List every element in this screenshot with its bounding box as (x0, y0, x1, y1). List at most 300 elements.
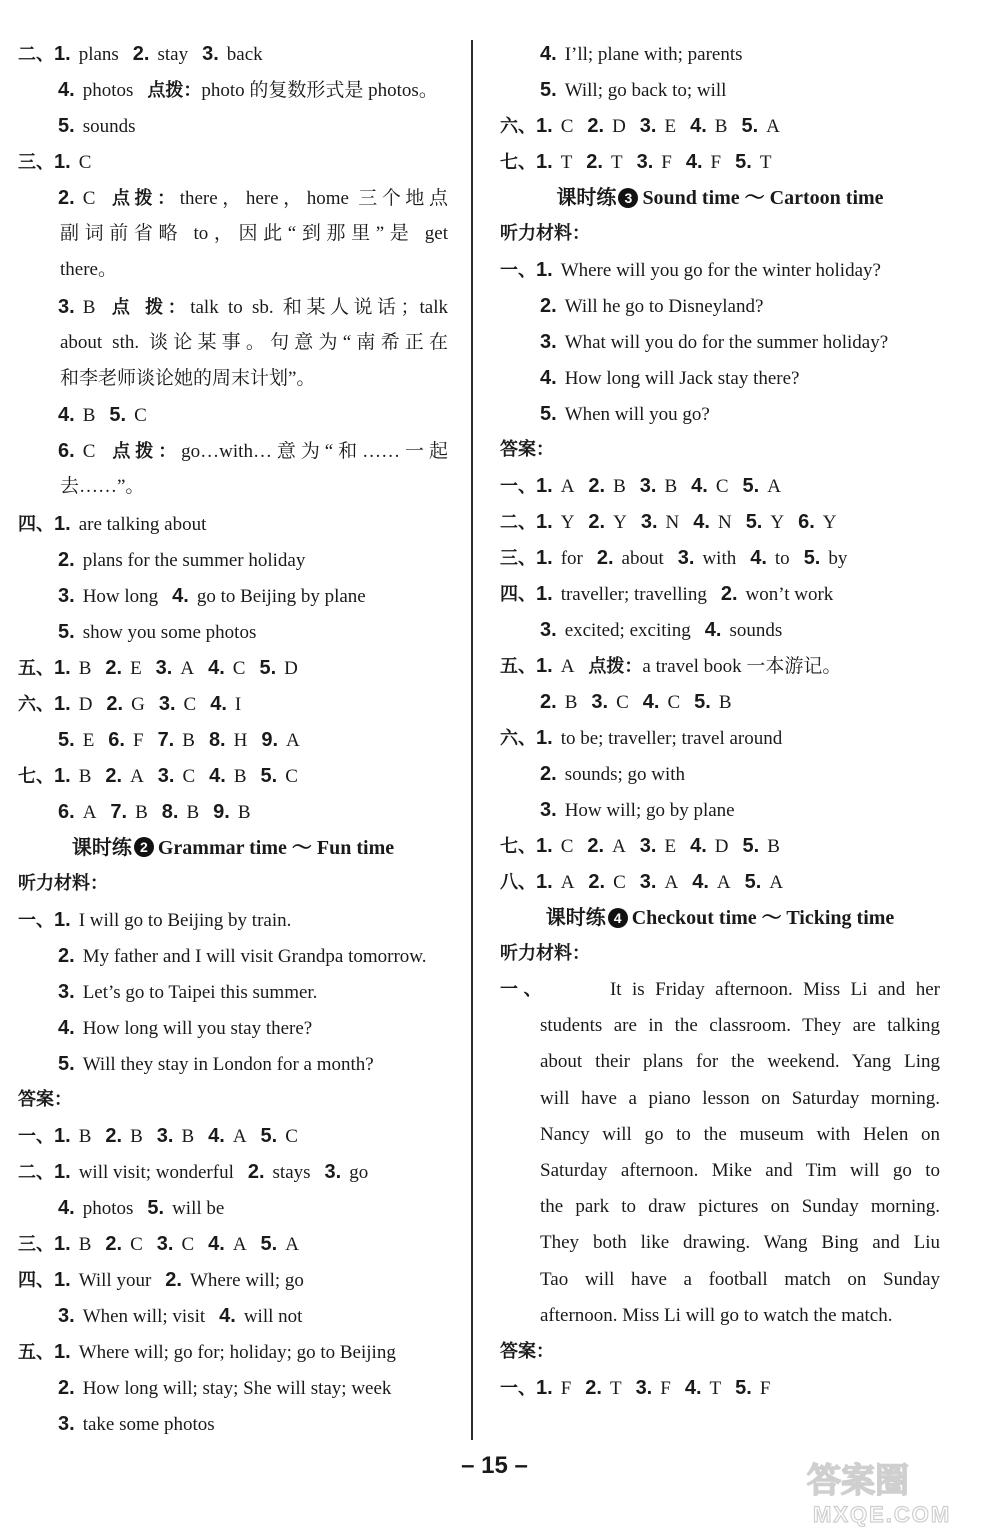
section-number: 一、 (18, 909, 54, 931)
answer-item (162, 802, 199, 823)
explanation-text: photo 的复数形式是 photos。 (201, 80, 438, 101)
answer-text: Let’s go to Taipei this summer. (82, 981, 318, 1003)
answer-item (587, 116, 625, 137)
answer-text: I will go to Beijing by train. (78, 909, 292, 931)
section-label-text: 答案： (500, 439, 554, 460)
section-number: 一、 (500, 476, 536, 497)
answer-text: What will you do for the summer holiday? (564, 332, 889, 353)
question-number: 5. (58, 620, 75, 643)
lesson-heading-title: Sound time ～ Cartoon time (642, 187, 884, 209)
answer-item (58, 550, 305, 571)
answer-item (261, 730, 299, 751)
answer-text: C (183, 693, 197, 715)
answer-item (325, 1162, 369, 1183)
paragraph-line (500, 1298, 940, 1334)
answer-text: go (349, 1161, 369, 1183)
answer-item (54, 1342, 396, 1363)
answer-item (156, 658, 194, 679)
answer-text: A (664, 872, 679, 893)
answer-text: stay (157, 44, 189, 65)
question-number: 2. (58, 548, 75, 571)
question-number: 5. (540, 403, 557, 425)
answer-item (746, 512, 784, 533)
section-label-text: 答案： (500, 1340, 554, 1362)
answer-text: stays (272, 1161, 311, 1183)
answer-text: B (78, 1233, 92, 1255)
answer-text: about (621, 548, 664, 569)
answer-item (213, 802, 250, 823)
section-label-text: 听力材料： (18, 872, 108, 894)
question-number: 4. (58, 1196, 75, 1219)
section-number: 七、 (500, 836, 536, 857)
answer-item (58, 1306, 205, 1327)
answer-text: A (82, 801, 97, 823)
question-number: 4. (210, 692, 227, 715)
question-number: 5. (735, 1376, 752, 1399)
answer-text: T (560, 152, 573, 173)
answer-text: to (774, 548, 790, 569)
answer-text: C (285, 1125, 298, 1147)
paragraph-line (500, 1225, 940, 1261)
answer-item (58, 1378, 391, 1399)
question-number: 3. (155, 656, 173, 679)
answer-line (18, 1298, 448, 1334)
question-number: 1. (54, 764, 71, 787)
answer-item (54, 694, 92, 715)
answer-item (172, 586, 366, 607)
answer-line (18, 506, 448, 542)
question-number: 2. (105, 764, 123, 787)
question-number: 5. (260, 1232, 278, 1255)
question-number: 7. (110, 800, 128, 823)
answer-text: C (715, 476, 729, 497)
answer-item (54, 910, 291, 931)
answer-item (54, 658, 91, 679)
answer-line (500, 144, 940, 180)
answer-text: Y (770, 512, 785, 533)
answer-line (18, 108, 448, 144)
answer-line (18, 1154, 448, 1190)
paragraph-line (500, 1044, 940, 1080)
section-number: 五、 (18, 1341, 54, 1363)
answer-line (500, 648, 940, 684)
answer-text: When will; visit (82, 1305, 206, 1327)
question-number: 5. (735, 151, 752, 173)
answer-text: traveller; travelling (560, 584, 707, 605)
explanation-text: Saturday afternoon. Mike and Tim will go to (540, 1159, 940, 1181)
paragraph-line (500, 1153, 940, 1189)
answer-text: A (232, 1233, 247, 1255)
answer-item (585, 1378, 621, 1399)
paragraph-line (18, 216, 448, 252)
question-number: 2. (165, 1268, 182, 1291)
answer-line (18, 1226, 448, 1262)
answer-item (58, 1018, 312, 1039)
answer-item (693, 512, 731, 533)
answer-item (209, 730, 247, 751)
answer-line (500, 792, 940, 828)
section-number: 四、 (500, 584, 536, 605)
question-number: 5. (745, 511, 763, 533)
answer-text: T (759, 152, 772, 173)
answer-item (597, 548, 664, 569)
question-number: 4. (58, 1016, 75, 1039)
section-number: 一、 (500, 260, 536, 281)
answer-text: When will you go? (564, 404, 710, 425)
answer-text: B (714, 116, 728, 137)
answer-line (500, 288, 940, 324)
answer-item (202, 44, 263, 65)
answer-item (690, 116, 727, 137)
lesson-heading-prefix: 课时练 (71, 836, 132, 859)
answer-text: B (82, 405, 96, 427)
question-number: 4. (690, 115, 707, 137)
question-number: 3. (58, 1412, 75, 1435)
question-number: 4. (692, 871, 709, 893)
answer-text: to be; traveller; travel around (560, 728, 783, 749)
answer-text: A (766, 116, 780, 137)
watermark-logo (801, 1452, 971, 1528)
question-number: 4. (208, 1232, 225, 1255)
section-number: 三、 (18, 152, 54, 173)
answer-text: A (285, 1233, 299, 1255)
question-number: 3. (677, 547, 695, 569)
answer-text: C (82, 441, 96, 463)
answer-text: Where will; go (189, 1269, 304, 1291)
lesson-heading (500, 180, 940, 216)
answer-item (640, 476, 677, 497)
answer-item (536, 548, 583, 569)
answer-item (110, 802, 147, 823)
question-number: 1. (54, 151, 71, 173)
answer-line (500, 756, 940, 792)
answer-text: won’t work (745, 584, 834, 605)
answer-text: Will your (78, 1269, 152, 1291)
answer-item (58, 1054, 374, 1075)
answer-item (750, 548, 789, 569)
answer-item (536, 260, 881, 281)
question-number: 3. (156, 1124, 174, 1147)
answer-item (745, 872, 783, 893)
answer-text: back (226, 44, 263, 65)
question-number: 1. (536, 655, 553, 677)
section-number: 六、 (500, 728, 536, 749)
answer-item (691, 476, 728, 497)
question-number: 2. (588, 511, 606, 533)
explanation-text: afternoon. Miss Li will go to watch the match. (540, 1304, 893, 1326)
section-number: 一、 (500, 979, 548, 1000)
answer-item (735, 152, 771, 173)
section-label (18, 1082, 448, 1118)
answer-item (536, 872, 574, 893)
question-number: 1. (54, 908, 71, 931)
question-number: 4. (750, 547, 767, 569)
answer-line (18, 1010, 448, 1046)
answer-line (500, 360, 940, 396)
answer-text: Where will you go for the winter holiday? (560, 260, 881, 281)
answer-text: with (702, 548, 737, 569)
paragraph-line (500, 1081, 940, 1117)
answer-item (54, 44, 119, 65)
answer-item (58, 586, 158, 607)
answer-text: A (286, 729, 300, 751)
answer-text: go to Beijing by plane (196, 585, 366, 607)
answer-line (18, 758, 448, 794)
answer-item (536, 728, 782, 749)
question-number: 2. (105, 656, 123, 679)
question-number: 5. (803, 547, 821, 569)
answer-item (157, 1234, 194, 1255)
question-number: 2. (58, 1376, 75, 1399)
answer-text: A (180, 657, 195, 679)
answer-item (536, 836, 573, 857)
answer-item (641, 512, 679, 533)
question-number: 3. (639, 871, 657, 893)
section-number: 六、 (500, 116, 536, 137)
paragraph-line (500, 1262, 940, 1298)
answer-line (500, 504, 940, 540)
question-number: 1. (536, 151, 553, 173)
answer-text: D (284, 657, 298, 679)
answer-text: F (661, 152, 672, 173)
answer-text: by (828, 548, 848, 569)
question-number: 1. (536, 835, 553, 857)
answer-item (536, 1378, 571, 1399)
answer-line (18, 1262, 448, 1298)
question-number: 3. (58, 1304, 75, 1327)
answer-line (500, 612, 940, 648)
answer-text: A (130, 765, 144, 787)
answer-text: E (664, 836, 677, 857)
answer-item (58, 1414, 215, 1435)
column-divider (471, 40, 473, 1440)
answer-text: D (714, 836, 729, 857)
answer-item (690, 836, 728, 857)
question-number: 4. (684, 1376, 702, 1399)
answer-line (18, 902, 448, 938)
question-number: 3. (540, 799, 557, 821)
answer-item (588, 512, 626, 533)
answer-line (18, 144, 448, 180)
answer-text: will not (243, 1305, 303, 1327)
answer-item (636, 1378, 671, 1399)
question-number: 1. (536, 871, 553, 893)
page-number: – 15 – (461, 1452, 528, 1479)
explanation-text: there。 (60, 259, 117, 281)
answer-text: for (560, 548, 583, 569)
answer-item (798, 512, 836, 533)
answer-item (109, 405, 146, 426)
question-number: 4. (58, 404, 75, 427)
question-number: 2. (720, 583, 738, 605)
answer-text: B (564, 692, 578, 713)
question-number: 1. (536, 115, 553, 137)
section-number: 四、 (18, 1269, 54, 1291)
question-number: 3. (158, 692, 176, 715)
question-number: 1. (54, 1340, 71, 1363)
answer-item (588, 476, 625, 497)
question-number: 2. (58, 187, 75, 209)
question-number: 5. (260, 1124, 278, 1147)
question-number: 5. (742, 475, 760, 497)
question-number: 3. (156, 1232, 174, 1255)
lesson-heading-title: Checkout time ～ Ticking time (631, 907, 895, 929)
answer-text: A (716, 872, 731, 893)
question-number: 5. (58, 1052, 75, 1075)
question-number: 1. (54, 656, 71, 679)
question-number: 2. (106, 692, 124, 715)
answer-text: B (181, 1125, 195, 1147)
question-number: 1. (536, 583, 553, 605)
watermark-url: MXQE.COM (813, 1502, 952, 1527)
explanation-text: It is Friday afternoon. Miss Li and her (547, 979, 940, 1000)
question-number: 4. (208, 1124, 225, 1147)
answer-item (58, 116, 135, 137)
answer-item (248, 1162, 311, 1183)
answer-text: Will; go back to; will (564, 80, 727, 101)
question-number: 5. (540, 79, 557, 101)
answer-item (540, 332, 888, 353)
answer-line (500, 540, 940, 576)
section-label (18, 866, 448, 902)
answer-text: B (186, 801, 200, 823)
answer-text: N (717, 512, 732, 533)
answer-item (536, 656, 574, 677)
answer-text: N (665, 512, 680, 533)
answer-line (500, 396, 940, 432)
explanation-text: a travel book 一本游记。 (642, 656, 842, 677)
section-number: 五、 (500, 656, 536, 677)
question-number: 3. (157, 764, 175, 787)
question-number: 1. (536, 259, 553, 281)
question-number: 4. (540, 367, 557, 389)
section-number: 八、 (500, 872, 536, 893)
question-number: 1. (536, 475, 553, 497)
answer-item (58, 622, 256, 643)
question-number: 9. (213, 800, 230, 823)
question-number: 2. (588, 871, 606, 893)
section-number: 一、 (500, 1377, 536, 1399)
answer-item (536, 476, 574, 497)
answer-text: B (718, 692, 732, 713)
question-number: 3. (58, 584, 75, 607)
paragraph-line (18, 433, 448, 469)
right-column (500, 36, 940, 1406)
answer-text: F (560, 1377, 572, 1399)
answer-text: How long will you stay there? (82, 1017, 313, 1039)
question-number: 4. (690, 835, 707, 857)
answer-text: C (82, 188, 96, 209)
question-number: 3. (635, 1376, 653, 1399)
answer-text: sounds (729, 620, 783, 641)
hint-label: 点拨： (588, 656, 643, 677)
answer-item (735, 1378, 770, 1399)
question-number: 8. (161, 800, 179, 823)
answer-text: B (135, 801, 148, 823)
paragraph-line (18, 361, 448, 397)
answer-item (686, 152, 721, 173)
section-label (500, 936, 940, 972)
explanation-text: 和李老师谈论她的周末计划”。 (60, 367, 316, 389)
question-number: 2. (586, 151, 603, 173)
answer-item (536, 584, 707, 605)
answer-text: sounds; go with (564, 764, 686, 785)
answer-text: F (759, 1377, 771, 1399)
answer-line (500, 72, 940, 108)
answer-item (105, 658, 141, 679)
answer-text: T (609, 1377, 622, 1399)
hint-label: 点 拨： (107, 296, 191, 318)
answer-text: C (560, 836, 574, 857)
section-number: 五、 (18, 657, 54, 679)
answer-text: C (182, 765, 196, 787)
section-number: 三、 (18, 1233, 54, 1255)
question-number: 1. (54, 1160, 71, 1183)
answer-item (58, 80, 133, 101)
answer-text: B (78, 765, 92, 787)
answer-text: A (612, 836, 626, 857)
answer-item (540, 620, 691, 641)
answer-text: G (131, 693, 145, 715)
question-number: 3. (640, 511, 658, 533)
question-number: 4. (58, 79, 75, 101)
explanation-text: 去……”。 (60, 476, 145, 498)
question-number: 2. (587, 115, 605, 137)
answer-text: C (613, 872, 626, 893)
answer-item (640, 872, 678, 893)
question-number: 4. (540, 43, 557, 65)
question-number: 3. (58, 980, 75, 1003)
question-number: 9. (261, 728, 279, 751)
question-number: 3. (639, 115, 657, 137)
question-number: 5. (260, 764, 278, 787)
section-label (500, 216, 940, 252)
answer-text: How long will Jack stay there? (564, 368, 800, 389)
answer-line (500, 252, 940, 288)
lesson-heading (500, 900, 940, 936)
answer-text: B (237, 801, 251, 823)
answer-item (692, 872, 730, 893)
answer-item (58, 946, 427, 967)
answer-text: E (130, 657, 142, 679)
answer-line (18, 1046, 448, 1082)
answer-text: excited; exciting (564, 620, 691, 641)
answer-line (18, 1190, 448, 1226)
answer-text: My father and I will visit Grandpa tomorrow. (82, 945, 427, 967)
answer-line (18, 1406, 448, 1442)
answer-item (209, 766, 246, 787)
question-number: 4. (208, 656, 225, 679)
answer-item (219, 1306, 302, 1327)
explanation-text: there，here，home 三个地点 (179, 188, 448, 209)
answer-item (587, 836, 625, 857)
answer-text: I (234, 693, 242, 715)
explanation-text: about their plans for the weekend. Yang Ling (540, 1051, 940, 1073)
answer-text: Will he go to Disneyland? (564, 296, 764, 317)
lesson-heading-title: Grammar time ～ Fun time (157, 836, 395, 859)
answer-text: B (82, 296, 96, 318)
paragraph-line (18, 325, 448, 361)
answer-line (500, 576, 940, 612)
answer-text: E (82, 729, 95, 751)
paragraph-line (18, 289, 448, 325)
answer-text: C (616, 692, 629, 713)
question-number: 8. (208, 728, 226, 751)
answer-item (158, 766, 195, 787)
explanation-text: go…with…意为“和……一起 (181, 441, 449, 463)
section-number: 七、 (18, 765, 54, 787)
paragraph-line (500, 972, 940, 1008)
